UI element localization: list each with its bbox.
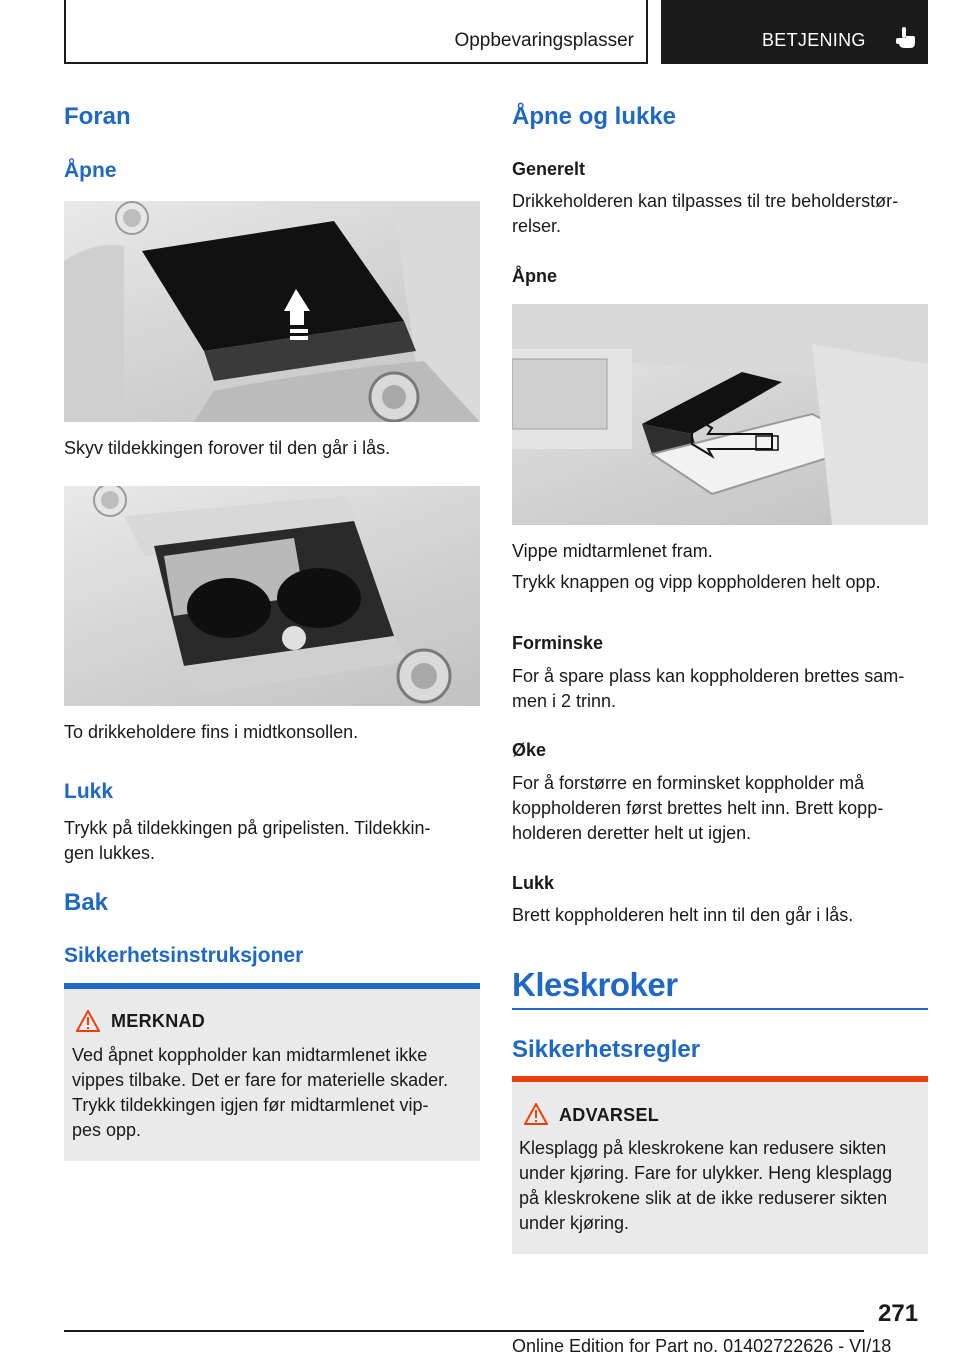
warning-title: ADVARSEL — [559, 1105, 660, 1125]
warning-box — [512, 1082, 928, 1254]
lukk-title: Lukk — [512, 873, 555, 893]
footer-rule — [64, 1330, 864, 1332]
chapter-title: BETJENING — [762, 30, 866, 50]
heading-kleskroker: Kleskroker — [512, 966, 678, 1003]
warning-line-3: på kleskrokene slik at de ikke reduserer sikten — [519, 1188, 888, 1208]
figure-rear-armrest — [512, 304, 928, 525]
section-title: Oppbevaringsplasser — [454, 30, 634, 51]
heading-sikkerhetsregler: Sikkerhetsregler — [512, 1036, 701, 1063]
heading-apne: Åpne — [64, 159, 117, 182]
heading-lukk: Lukk — [64, 780, 114, 803]
page-number: 271 — [878, 1300, 919, 1327]
forminske-line-1: For å spare plass kan koppholderen brettes sam‐ — [512, 666, 905, 686]
heading-foran: Foran — [64, 103, 131, 130]
caption-two-cup-holders: To drikkeholdere fins i midtkonsollen. — [64, 722, 359, 742]
figure-cup-holders — [64, 486, 480, 706]
caption-push-cover: Skyv tildekkingen forover til den går i lås. — [64, 438, 391, 458]
oke-line-1: For å forstørre en forminsket koppholder må — [512, 773, 865, 793]
heading-bak: Bak — [64, 889, 109, 916]
notice-title: MERKNAD — [111, 1011, 206, 1031]
warning-triangle-icon — [76, 1010, 100, 1032]
oke-line-2: koppholderen først brettes helt inn. Brett kopp‐ — [512, 798, 884, 818]
warning-line-2: under kjøring. Fare for ulykker. Heng klesplagg — [519, 1163, 893, 1183]
apne-title: Åpne — [512, 266, 557, 286]
notice-line-2: vippes tilbake. Det er fare for materielle skader. — [72, 1070, 449, 1090]
forminske-title: Forminske — [512, 633, 604, 653]
caption-tilt-armrest: Vippe midtarmlenet fram. — [512, 541, 713, 561]
generelt-title: Generelt — [512, 159, 586, 179]
warning-line-1: Klesplagg på kleskrokene kan redusere sikten — [519, 1138, 887, 1158]
hand-pointer-icon — [895, 26, 917, 50]
notice-line-3: Trykk tildekkingen igjen før midtarmlenet vip‐ — [72, 1095, 429, 1115]
lukk-text-line-1: Trykk på tildekkingen på gripelisten. Tildekkin‐ — [64, 818, 431, 838]
lukk-line: Brett koppholderen helt inn til den går i lås. — [512, 905, 854, 925]
notice-line-4: pes opp. — [72, 1120, 142, 1140]
oke-line-3: holderen deretter helt ut igjen. — [512, 823, 752, 843]
header-section-box — [64, 0, 648, 64]
footer-edition: Online Edition for Part no. 01402722626 - VI/18 — [512, 1336, 892, 1356]
header-chapter-box — [661, 0, 928, 64]
warning-line-4: under kjøring. — [519, 1213, 630, 1233]
heading-open-close: Åpne og lukke — [512, 103, 677, 130]
oke-title: Øke — [512, 740, 547, 760]
figure-console-cover — [64, 201, 480, 422]
notice-line-1: Ved åpnet koppholder kan midtarmlenet ikke — [72, 1045, 428, 1065]
kleskroker-rule — [512, 1008, 928, 1010]
warning-triangle-icon — [524, 1103, 548, 1125]
forminske-line-2: men i 2 trinn. — [512, 691, 617, 711]
heading-safety: Sikkerhetsinstruksjoner — [64, 944, 304, 967]
caption-press-button: Trykk knappen og vipp koppholderen helt opp. — [512, 572, 881, 592]
lukk-text-line-2: gen lukkes. — [64, 843, 156, 863]
generelt-line-2: relser. — [512, 216, 562, 236]
notice-box — [64, 989, 480, 1161]
generelt-line-1: Drikkeholderen kan tilpasses til tre beholderstør‐ — [512, 191, 899, 211]
